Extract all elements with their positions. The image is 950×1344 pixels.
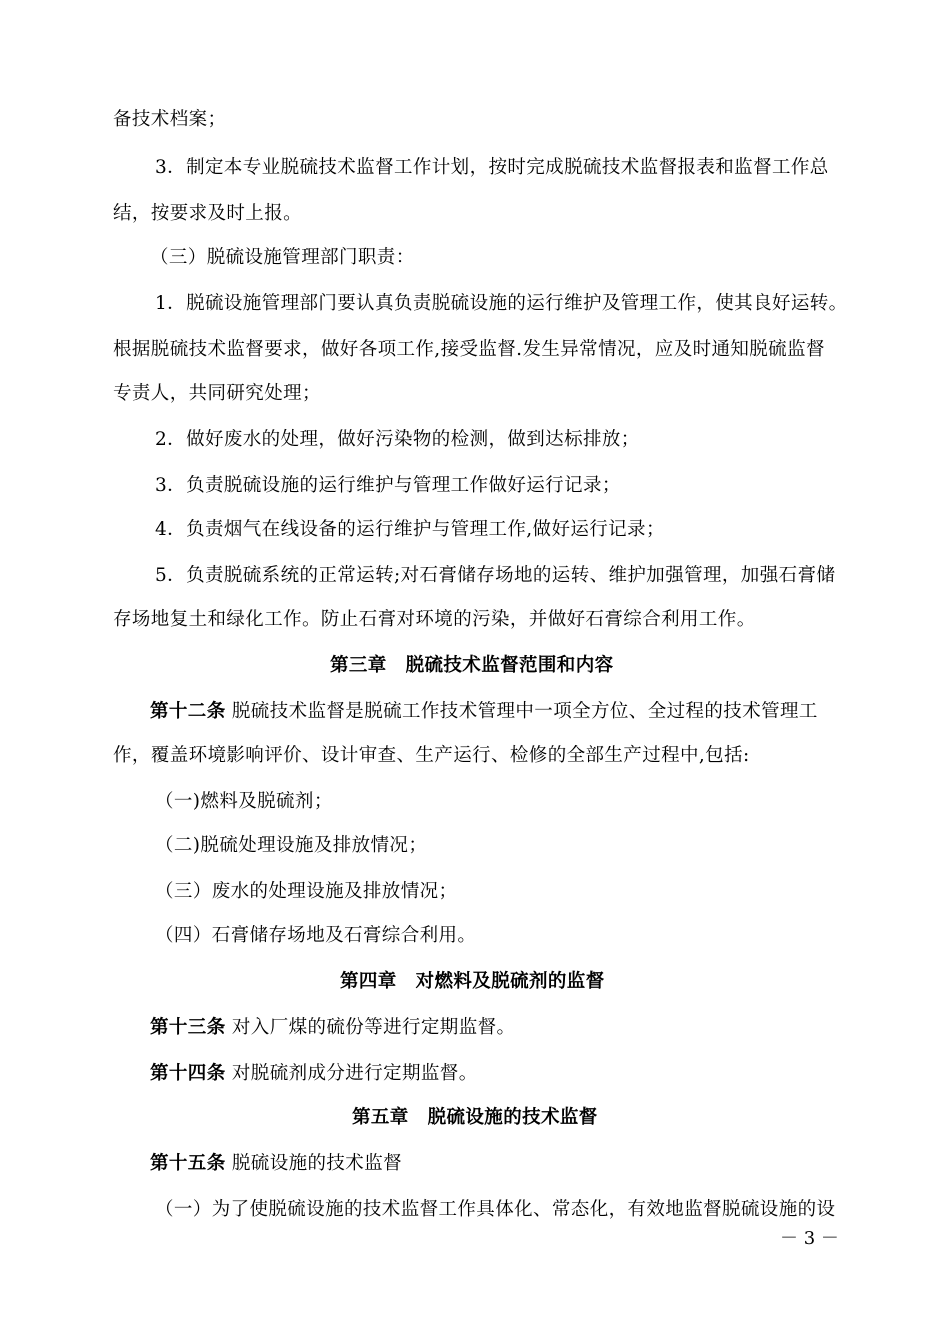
article-13 [150,1016,515,1040]
body-line: 结，按要求及时上报。 [113,203,303,224]
body-line: 2．做好废水的处理，做好污染物的检测，做到达标排放； [155,429,640,450]
chapter-heading: 第三章 脱硫技术监督范围和内容 [330,655,614,676]
article-text: 对脱硫剂成分进行定期监督。 [231,1063,478,1084]
chapter-heading: 第四章 对燃料及脱硫剂的监督 [340,971,605,992]
list-item: （二)脱硫处理设施及排放情况； [155,835,428,856]
section-subheading: （三）脱硫设施管理部门职责： [150,247,415,268]
body-line: 专责人，共同研究处理； [113,383,321,404]
body-line: 4．负责烟气在线设备的运行维护与管理工作,做好运行记录； [155,519,665,540]
body-line: 作，覆盖环境影响评价、设计审查、生产运行、检修的全部生产过程中,包括: [113,745,750,766]
article-14 [150,1062,478,1086]
list-item: （三）废水的处理设施及排放情况； [155,881,458,902]
body-line: 备技术档案； [113,109,227,130]
article-text: 脱硫设施的技术监督 [231,1153,402,1174]
body-line: 5．负责脱硫系统的正常运转;对石膏储存场地的运转、维护加强管理，加强石膏储 [155,565,836,586]
chapter-heading: 第五章 脱硫设施的技术监督 [352,1107,598,1128]
article-12 [150,700,818,724]
page-number: － 3 － [780,1228,839,1249]
article-15 [150,1152,402,1176]
list-item: （一)燃料及脱硫剂； [155,791,333,812]
article-label: 第十三条 [150,1017,226,1038]
article-label: 第十五条 [150,1153,226,1174]
body-line: 3．制定本专业脱硫技术监督工作计划，按时完成脱硫技术监督报表和监督工作总 [155,157,829,178]
body-line: 根据脱硫技术监督要求，做好各项工作,接受监督.发生异常情况，应及时通知脱硫监督 [113,339,825,360]
article-text: 脱硫技术监督是脱硫工作技术管理中一项全方位、全过程的技术管理工 [231,701,818,722]
body-line: （一）为了使脱硫设施的技术监督工作具体化、常态化，有效地监督脱硫设施的设 [155,1199,836,1220]
body-line: 3．负责脱硫设施的运行维护与管理工作做好运行记录； [155,475,621,496]
article-label: 第十二条 [150,701,226,722]
list-item: （四）石膏储存场地及石膏综合利用。 [155,925,477,946]
body-line: 存场地复土和绿化工作。防止石膏对环境的污染，并做好石膏综合利用工作。 [113,609,756,630]
article-text: 对入厂煤的硫份等进行定期监督。 [231,1017,516,1038]
body-line: 1．脱硫设施管理部门要认真负责脱硫设施的运行维护及管理工作，使其良好运转。 [155,293,848,314]
article-label: 第十四条 [150,1063,226,1084]
